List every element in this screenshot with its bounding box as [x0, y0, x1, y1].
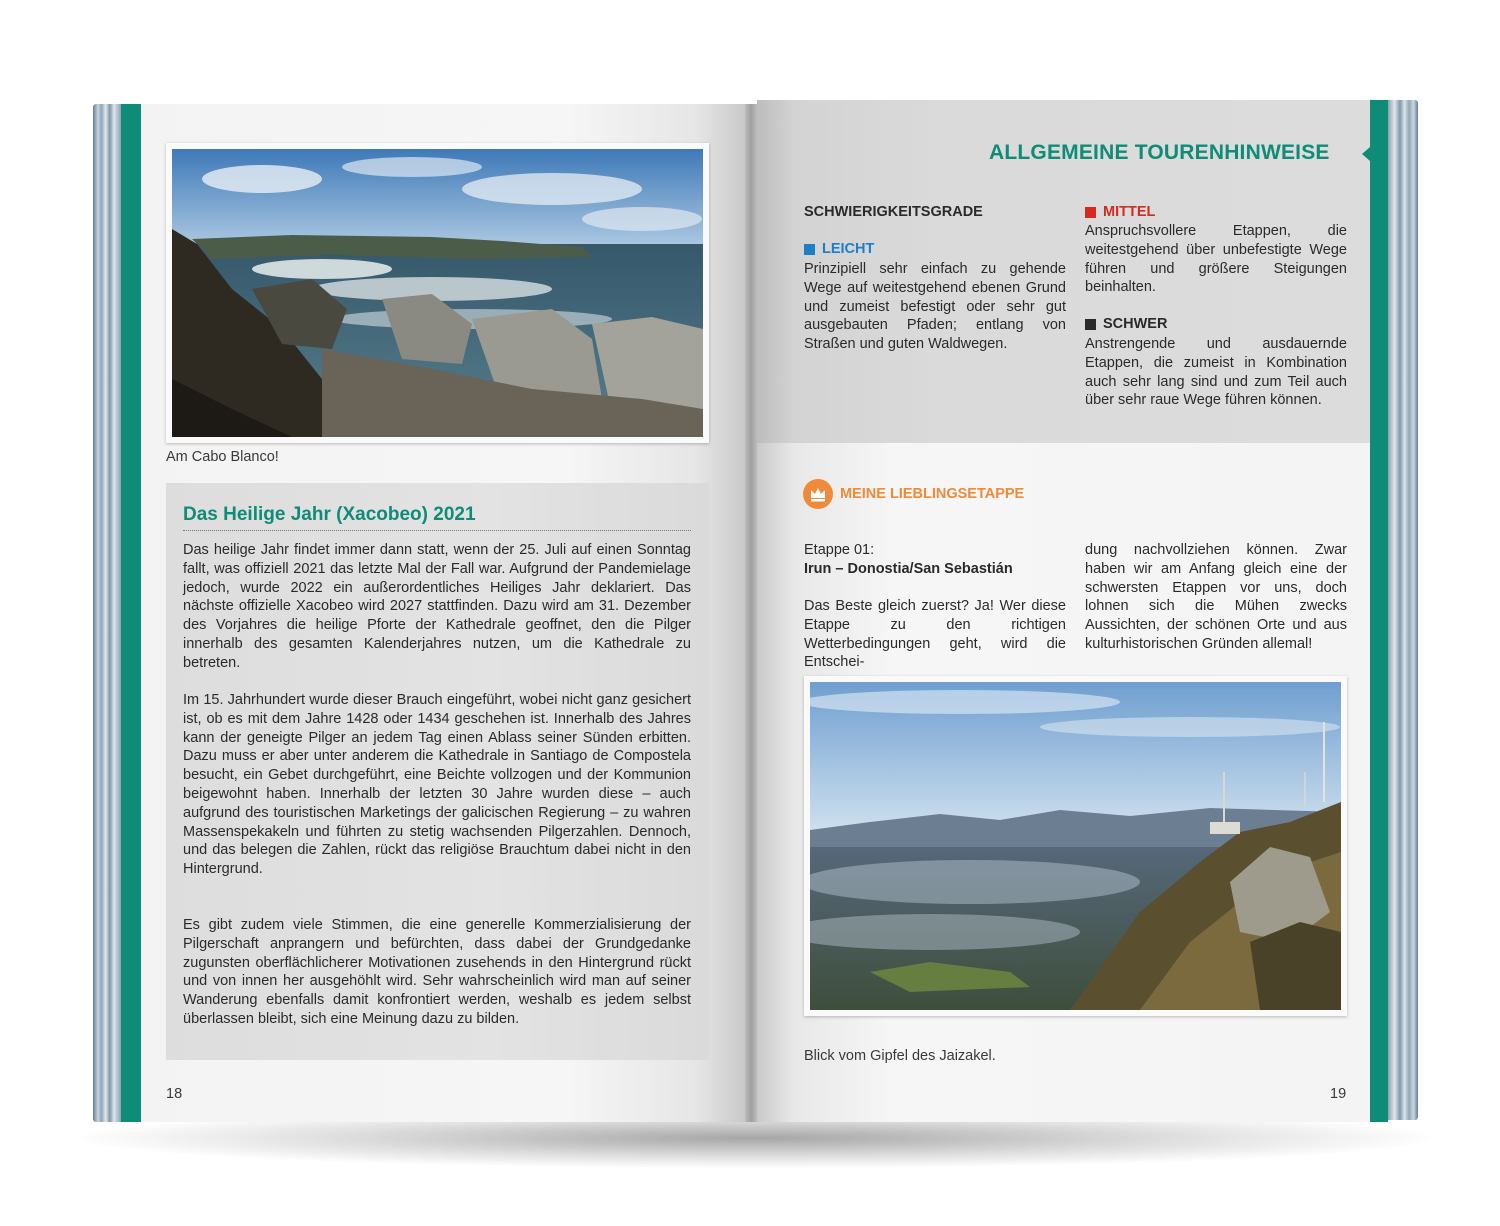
level-medium-label: MITTEL	[1103, 204, 1156, 220]
stage-name: Irun – Donostia/San Sebastián	[804, 561, 1013, 577]
red-square-icon	[1085, 207, 1096, 218]
favorite-label: MEINE LIEBLINGSETAPPE	[840, 486, 1025, 502]
blue-square-icon	[804, 244, 815, 255]
title-marker-icon	[1362, 147, 1370, 161]
sidebar-paragraph-2: Im 15. Jahrhundert wurde dieser Brauch eingeführt, wobei nicht ganz gesichert ist, ob es mit dem Jahre 1428 oder 1434 geschehen ist. Innerhalb des Jahres kann der geneigte Pilger an jedem Tag einen Ablass seiner Sünden erbitten. Dazu muss er aber unter anderem die Kathedrale in Santiago de Compostela besucht, ein Gebet durchgeführt, eine Beichte vollzogen und der Kommunion beigewohnt haben. Innerhalb der letzten 30 Jahre wurden diese – auch aufgrund des touristischen Marketings der galicischen Regierung – zu wahren Massenspekakeln und führten zu stetig wachsenden Pilgerzahlen. Dennoch, und das belegen die Zahlen, rückt das religiöse Brauchtum dabei nicht in den Hintergrund.	[183, 692, 691, 878]
page-number-right: 19	[1330, 1086, 1347, 1102]
level-easy-heading	[804, 241, 874, 257]
level-medium-heading	[1085, 204, 1155, 220]
coast-photo-frame	[166, 143, 709, 443]
sidebar-title: Das Heilige Jahr (Xacobeo) 2021	[183, 504, 476, 525]
sidebar-paragraph-3: Es gibt zudem viele Stimmen, die eine generelle Kommerzialisierung der Pilgerschaft anprangern und befürchten, dass dabei der Grundgedanke zugunsten oberflächlicherer Motivationen zusehends in den Hintergrund rückt und von innen her ausgehöhlt wird. Sehr wahrscheinlich wird man auf seiner Wanderung ebenfalls damit konfrontiert werden, weshalb es jedem selbst überlassen bleibt, sich eine Meinung dazu zu bilden.	[183, 917, 691, 1027]
favorite-text-col2: dung nachvollziehen können. Zwar haben wir am Anfang gleich eine der schwersten Etappen vor uns, doch lohnen sich die Mühen zwecks Aussichten, der schönen Orte und aus kulturhistorischen Gründen allemal!	[1085, 542, 1347, 652]
coast-photo	[172, 149, 703, 437]
sidebar-paragraph-1: Das heilige Jahr findet immer dann statt, wenn der 25. Juli auf einen Sonntag fallt, was offiziell 2021 das letzte Mal der Fall war. Aufgrund der Pandemielage jedoch, wurde 2022 ein außerordentliches Heiliges Jahr deklariert. Das nächste offizielle Xacobeo wird 2027 stattfinden. Dazu wird am 31. Dezember des Vorjahres die heilige Pforte der Kathedrale geoffnet, den die Pilger innerhalb des gesamten Kalenderjahres nutzen, um die Kathedrale zu betreten.	[183, 542, 691, 671]
mountain-photo-frame	[804, 676, 1347, 1016]
sidebar-divider	[183, 530, 691, 531]
black-square-icon	[1085, 319, 1096, 330]
page-number-left: 18	[166, 1086, 183, 1102]
accent-stripe-left	[121, 104, 141, 1122]
book-gutter	[745, 104, 757, 1122]
difficulty-heading: SCHWIERIGKEITSGRADE	[804, 204, 983, 220]
level-hard-heading	[1085, 316, 1167, 332]
stage-number: Etappe 01:	[804, 542, 875, 558]
level-easy-label: LEICHT	[822, 241, 875, 257]
coast-photo-caption: Am Cabo Blanco!	[166, 449, 279, 465]
mountain-photo-caption: Blick vom Gipfel des Jaizakel.	[804, 1048, 996, 1064]
mountain-photo	[810, 682, 1341, 1010]
level-easy-text: Prinzipiell sehr einfach zu gehende Wege auf weitestgehend ebenen Grund und zumeist befestigt oder sehr gut ausgebauten Pfaden; entlang von Straßen und guten Waldwegen.	[804, 261, 1066, 353]
page-edges-left	[93, 104, 121, 1122]
level-medium-text: Anspruchsvollere Etappen, die weitestgehend über unbefestigte Wege führen und größere Steigungen beinhalten.	[1085, 223, 1347, 296]
crown-icon	[803, 479, 833, 509]
level-hard-label: SCHWER	[1103, 316, 1168, 332]
page-edges-right	[1388, 100, 1418, 1120]
accent-stripe-right	[1370, 100, 1388, 1122]
level-hard-text: Anstrengende und ausdauernde Etappen, die zumeist in Kombination auch sehr lang sind und zum Teil auch über sehr raue Wege führen können.	[1085, 336, 1347, 409]
favorite-text-col1: Das Beste gleich zuerst? Ja! Wer diese Etappe zu den richtigen Wetterbedingungen geht, wird die Entschei-	[804, 598, 1066, 671]
section-title: ALLGEMEINE TOURENHINWEISE	[989, 141, 1330, 164]
